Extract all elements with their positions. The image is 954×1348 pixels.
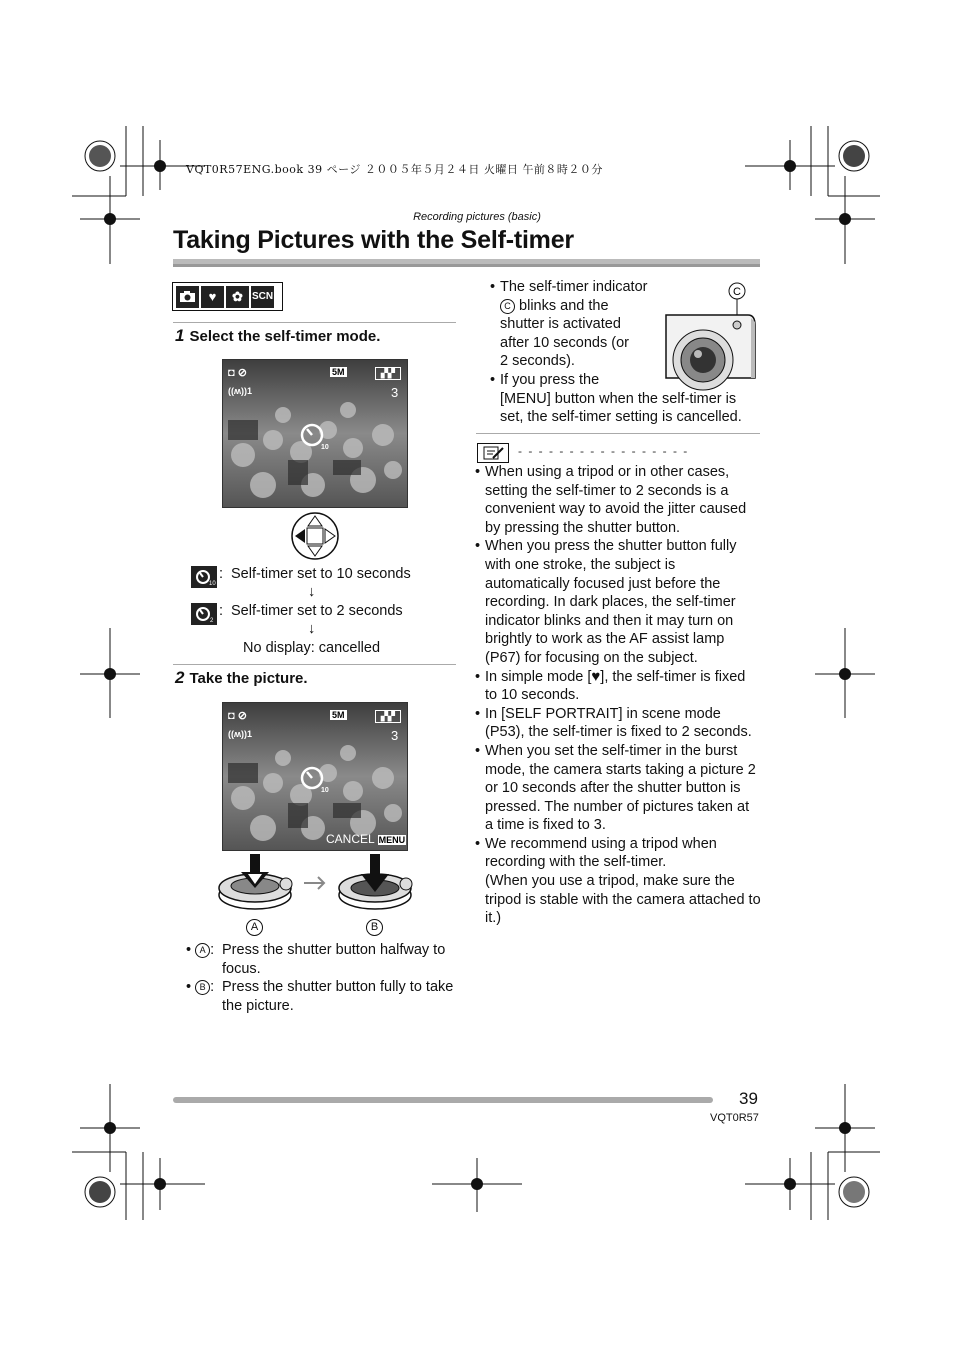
lcd-cancel-text: CANCEL: [326, 832, 375, 846]
applicable-modes: [172, 282, 283, 311]
shutter-note-a: • A : Press the shutter button halfway to focus.: [186, 942, 446, 977]
self-timer-10s-sub: 10: [209, 581, 216, 587]
indicator-line-5: 2 seconds).: [500, 353, 575, 370]
lcd-battery-icon: ▞▞: [375, 710, 401, 723]
lcd-picture-size: 5M: [332, 710, 345, 720]
step1-heading: [175, 326, 380, 346]
cursor-button-diagram: [290, 511, 340, 561]
shutter-press-diagram: [210, 850, 420, 918]
indicator-line-4: after 10 seconds (or: [500, 334, 629, 351]
timer-arrow-2: ↓: [308, 621, 316, 637]
timer-arrow-1: ↓: [308, 584, 316, 600]
lcd-camera-mode-icon: ◘ ⊘: [228, 367, 247, 379]
note-a-label: A: [195, 943, 210, 958]
note-b-label: B: [195, 980, 210, 995]
timer-option-colon-1: :: [219, 566, 224, 582]
indicator-line-3: shutter is activated: [500, 316, 621, 333]
memo-item-tripod-recommend: • We recommend using a tripod when recording with the self-timer. (When you use a tripod, make sure the tripod is stable with the camera attached to it.): [473, 835, 761, 928]
svg-text:10: 10: [321, 787, 329, 794]
memo-icon: [477, 443, 509, 463]
self-timer-2s-icon: [191, 603, 217, 625]
heart-icon: ♥: [201, 286, 224, 308]
lcd-camera-mode-icon: ◘ ⊘: [228, 710, 247, 722]
label-a: A: [246, 918, 263, 936]
memo-divider: [476, 433, 760, 434]
menu-line-2: [MENU] button when the self-timer is set, the self-timer setting is cancelled.: [500, 390, 742, 426]
memo-item-af: • When you press the shutter button fully with one stroke, the subject is automatically focused just before the recording. In dark places, the self-timer indicator blinks and then it may turn on brightly to work as the AF assist lamp (P67) for focusing on the subject.: [473, 537, 761, 667]
step2-divider: [173, 664, 456, 665]
indicator-line-2: C blinks and the: [488, 297, 658, 316]
step1-number: 1: [175, 326, 185, 345]
heart-icon: ♥: [591, 667, 601, 685]
timer-option-none: No display: cancelled: [243, 640, 381, 656]
camera-icon: [176, 286, 199, 308]
timer-option-10s: Self-timer set to 10 seconds: [231, 566, 411, 582]
macro-icon: ✿: [226, 286, 249, 308]
page-number: 39: [739, 1089, 758, 1108]
memo-list: [473, 463, 761, 928]
step1-divider: [173, 322, 456, 323]
shutter-note-b: • B : Press the shutter button fully to take the picture.: [186, 979, 454, 1014]
title-underline-shadow: [173, 264, 760, 267]
timer-option-2s: Self-timer set to 2 seconds: [231, 603, 403, 619]
scene-icon: SCN: [251, 286, 274, 308]
footer-bar: [173, 1097, 713, 1103]
timer-option-colon-2: :: [219, 603, 224, 619]
label-b: B: [366, 918, 383, 936]
step2-number: 2: [175, 668, 185, 687]
step2-text: Take the picture.: [189, 670, 308, 687]
lcd-screen-select: [222, 359, 408, 508]
model-code: VQT0R57: [710, 1112, 759, 1124]
camera-front-illustration: [663, 280, 757, 380]
memo-dash-line: - - - - - - - - - - - - - - - - -: [518, 444, 689, 458]
lcd-menu-icon: MENU: [378, 835, 406, 845]
section-header: Recording pictures (basic): [413, 211, 541, 223]
memo-item-self-portrait: • In [SELF PORTRAIT] in scene mode (P53), the self-timer is fixed to 2 seconds.: [473, 705, 761, 742]
indicator-line-1: • The self-timer indicator: [488, 278, 658, 297]
indicator-note: [488, 278, 658, 371]
lcd-stabilizer: ((ʍ))1: [228, 729, 252, 739]
lcd-self-timer-icon: [299, 420, 329, 453]
memo-item-tripod: • When using a tripod or in other cases, setting the self-timer to 2 seconds is a convenient way to avoid the jitter caused by pressing the shutter button.: [473, 463, 761, 537]
indicator-label-c: C: [500, 299, 515, 314]
lcd-remaining-count: 3: [391, 728, 399, 743]
step2-heading: [175, 668, 308, 688]
lcd-picture-size: 5M: [332, 367, 345, 377]
lcd-self-timer-icon: [299, 763, 329, 796]
lcd-screen-countdown: [222, 702, 408, 851]
lcd-cancel-label: [326, 832, 406, 846]
step1-text: Select the self-timer mode.: [189, 328, 381, 345]
shutter-note-a-text: Press the shutter button halfway to focus.: [222, 942, 446, 977]
camera-label-c: C: [733, 286, 741, 298]
lcd-stabilizer: ((ʍ))1: [228, 386, 252, 396]
svg-text:10: 10: [321, 444, 329, 451]
memo-item-simple-mode: • In simple mode [♥], the self-timer is fixed to 10 seconds.: [473, 668, 761, 705]
print-info-line: VQT0R57ENG.book 39 ページ ２００５年５月２４日 火曜日 午前８時２０分: [186, 163, 603, 176]
self-timer-10s-icon: [191, 566, 217, 588]
self-timer-2s-sub: 2: [210, 618, 214, 624]
lcd-remaining-count: 3: [391, 385, 399, 400]
shutter-note-b-text: Press the shutter button fully to take the picture.: [222, 979, 454, 1014]
menu-line-1: • If you press the: [488, 371, 753, 390]
lcd-battery-icon: ▞▞: [375, 367, 401, 380]
memo-item-burst: • When you set the self-timer in the burst mode, the camera starts taking a picture 2 or 10 seconds after the shutter button is pressed. The number of pictures taken at a time is fixed to 3.: [473, 742, 761, 835]
page-title: Taking Pictures with the Self-timer: [173, 226, 574, 254]
menu-cancel-note: [488, 371, 753, 427]
